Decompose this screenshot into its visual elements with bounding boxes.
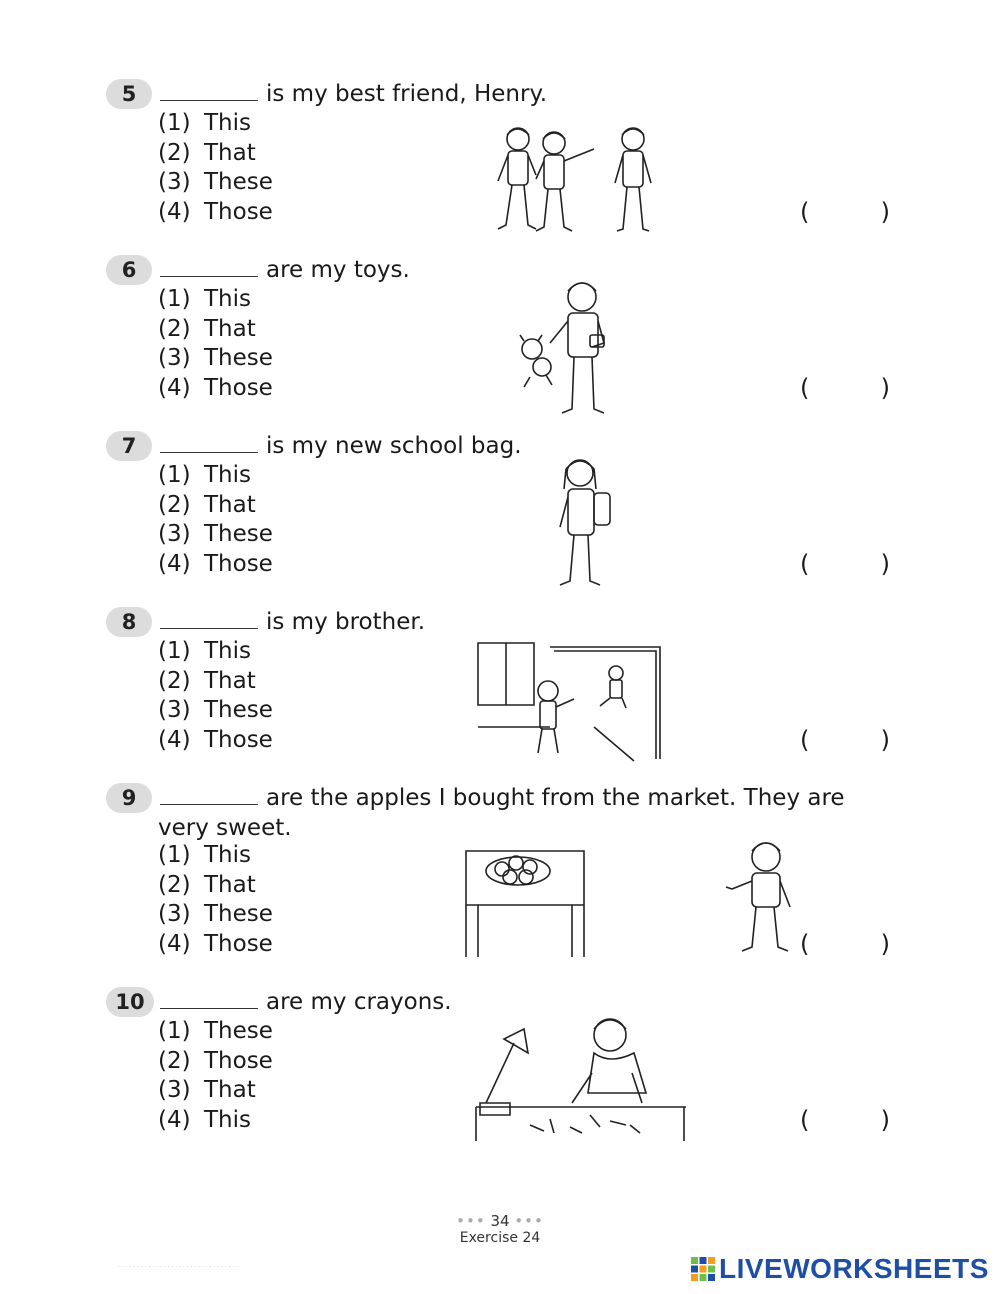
page-number: ••• 34 •••: [456, 1212, 544, 1230]
question-stem: are the apples I bought from the market. They are: [160, 783, 890, 813]
option-3[interactable]: (3) These: [158, 521, 273, 547]
option-1[interactable]: (1) This: [158, 462, 251, 488]
option-4[interactable]: (4) Those: [158, 550, 273, 577]
option-1[interactable]: (1) These: [158, 1018, 273, 1044]
answer-blank[interactable]: [160, 991, 258, 1009]
illustration-three-boys: [490, 121, 670, 236]
option-2[interactable]: (2) That: [158, 491, 256, 518]
option-2[interactable]: (2) Those: [158, 1047, 273, 1074]
answer-blank[interactable]: [160, 787, 258, 805]
question-stem: is my brother.: [160, 607, 890, 637]
illustration-boy-with-crayons-at-desk: [470, 1015, 690, 1145]
options-list: [158, 109, 273, 227]
copyright-line: . . . . . . . . . . . . . . . . . . . . . . . . . . . . . . . .: [118, 1262, 239, 1269]
option-3[interactable]: (3) These: [158, 697, 273, 723]
question-number: 6: [106, 255, 152, 285]
option-4[interactable]: (4) Those: [158, 930, 273, 957]
options-list: [158, 637, 273, 755]
answer-blank[interactable]: [160, 611, 258, 629]
answer-blank[interactable]: [160, 435, 258, 453]
options-list: [158, 285, 273, 403]
logo-text: LIVEWORKSHEETS: [719, 1253, 989, 1284]
question-stem: are my crayons.: [160, 987, 890, 1017]
option-4[interactable]: (4) Those: [158, 198, 273, 225]
option-4[interactable]: (4) Those: [158, 374, 273, 401]
logo-icon: [690, 1256, 716, 1282]
option-2[interactable]: (2) That: [158, 871, 256, 898]
answer-blank[interactable]: [160, 83, 258, 101]
option-1[interactable]: (1) This: [158, 638, 251, 664]
option-3[interactable]: (3) These: [158, 345, 273, 371]
illustration-boy-with-toys: [512, 277, 632, 417]
question-stem: is my new school bag.: [160, 431, 890, 461]
illustration-boy-pointing: [722, 837, 802, 961]
answer-blank[interactable]: [160, 259, 258, 277]
option-2[interactable]: (2) That: [158, 667, 256, 694]
question-stem: is my best friend, Henry.: [160, 79, 890, 109]
option-3[interactable]: (3) That: [158, 1077, 256, 1103]
question-number: 8: [106, 607, 152, 637]
answer-bracket[interactable]: ( ): [800, 198, 890, 226]
illustration-room-with-brother: [474, 637, 694, 765]
option-4[interactable]: (4) Those: [158, 726, 273, 753]
option-1[interactable]: (1) This: [158, 842, 251, 868]
option-1[interactable]: (1) This: [158, 286, 251, 312]
option-2[interactable]: (2) That: [158, 139, 256, 166]
question-number: 5: [106, 79, 152, 109]
exercise-label: Exercise 24: [459, 1230, 541, 1246]
option-2[interactable]: (2) That: [158, 315, 256, 342]
options-list: [158, 461, 273, 579]
answer-bracket[interactable]: ( ): [800, 1106, 890, 1134]
illustration-table-with-apples: [460, 845, 592, 961]
answer-bracket[interactable]: ( ): [800, 374, 890, 402]
question-number: 7: [106, 431, 152, 461]
question-number: 9: [106, 783, 152, 813]
option-1[interactable]: (1) This: [158, 110, 251, 136]
option-4[interactable]: (4) This: [158, 1106, 251, 1133]
illustration-girl-with-backpack: [552, 455, 622, 595]
liveworksheets-logo[interactable]: [690, 1252, 989, 1286]
answer-bracket[interactable]: ( ): [800, 726, 890, 754]
options-list: [158, 841, 273, 959]
answer-bracket[interactable]: ( ): [800, 930, 890, 958]
question-stem: are my toys.: [160, 255, 890, 285]
answer-bracket[interactable]: ( ): [800, 550, 890, 578]
option-3[interactable]: (3) These: [158, 169, 273, 195]
question-stem-continued: very sweet.: [158, 815, 292, 841]
option-3[interactable]: (3) These: [158, 901, 273, 927]
options-list: [158, 1017, 273, 1135]
question-number: 10: [106, 987, 154, 1017]
